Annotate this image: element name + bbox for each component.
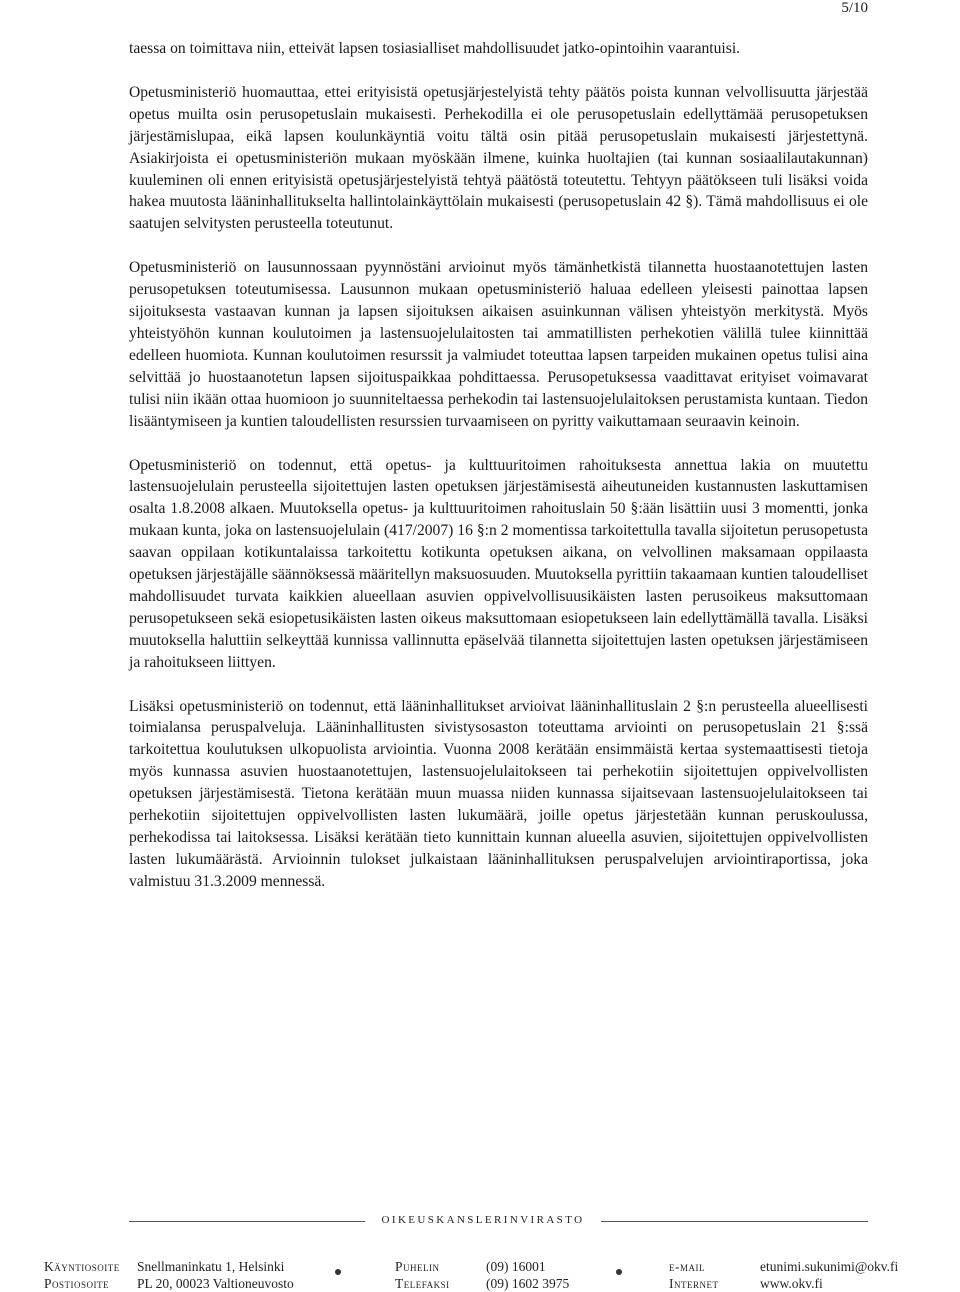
footer-phone-values xyxy=(486,1258,569,1292)
postal-address-value: PL 20, 00023 Valtioneuvosto xyxy=(137,1276,294,1291)
visit-address-value: Snellmaninkatu 1, Helsinki xyxy=(137,1259,285,1274)
fax-label: Telefaksi xyxy=(395,1276,450,1291)
footer-address-values xyxy=(137,1258,294,1292)
page-number: 5/10 xyxy=(841,0,868,16)
document-body xyxy=(129,38,868,915)
email-value: etunimi.sukunimi@okv.fi xyxy=(760,1259,899,1274)
paragraph: Lisäksi opetusministeriö on todennut, että lääninhallitukset arvioivat lääninhallituslain 2 §:n perusteella alueellisesti toimialansa peruspalveluja. Lääninhallitusten sivistysosaston toteuttama arviointi on perusopetuslain 21 §:ssä tarkoitettua koulutuksen ulkopuolista arviointia. Vuonna 2008 kerätään ensimmäistä kertaa systemaattisesti tietoja myös kunnassa asuvien huostaanotettujen, lastensuojelulaitokseen tai perhekotiin sijoitettujen oppivelvollisten opetuksen järjestämisestä. Tietona kerätään muun muassa niiden kunnassa sijaitsevaan lastensuojelulaitokseen tai perhekotiin sijoitettujen oppivelvollisten lasten lukumäärä, joille opetus järjestetään kunnan peruskoulussa, perhekodissa tai laitoksessa. Lisäksi kerätään tieto kunnittain kunnan alueella asuvien, sijoitettujen oppivelvollisten lasten lukumäärästä. Arvioinnin tulokset julkaistaan lääninhallituksen peruspalvelujen arviointiraportissa, joka valmistuu 31.3.2009 mennessä. xyxy=(129,697,868,890)
footer-web-labels xyxy=(669,1258,719,1292)
fax-value: (09) 1602 3975 xyxy=(486,1276,570,1291)
footer-rule-left xyxy=(129,1221,365,1222)
footer-separator-dot xyxy=(616,1269,622,1275)
paragraph: Opetusministeriö huomauttaa, ettei erityisistä opetusjärjestelyistä tehty päätös poista kunnan velvollisuutta järjestää opetus muilta osin perusopetuslain mukaisesti. Perhekodilla ei ole perusopetuslain edellyttämää perusopetuksen järjestämislupaa, eikä lapsen koulunkäyntiä voitu tältä osin pitää perusopetuslain mukaisesti järjestettynä. Asiakirjoista ei opetusministeriön mukaan myöskään ilmene, kuinka huoltajien (tai kunnan sosiaalilautakunnan) kuuleminen oli ennen erityisistä opetusjärjestelyistä tehtyä päätöstä toteutettu. Tehtyyn päätökseen tuli lisäksi voida hakea muutosta lääninhallitukselta hallintolainkäyttölain mukaisesti (perusopetuslain 42 §). Tämä mahdollisuus ei ole saatujen selvitysten perusteella toteutunut. xyxy=(129,83,868,233)
web-value: www.okv.fi xyxy=(760,1276,823,1291)
phone-value: (09) 16001 xyxy=(486,1259,546,1274)
visit-address-label: Käyntiosoite xyxy=(44,1259,120,1274)
web-label: Internet xyxy=(669,1276,719,1291)
footer-separator-dot xyxy=(335,1269,341,1275)
footer-address-labels xyxy=(44,1258,120,1292)
footer-web-values xyxy=(760,1258,898,1292)
postal-address-label: Postiosoite xyxy=(44,1276,110,1291)
email-label: e-mail xyxy=(669,1259,705,1274)
phone-label: Puhelin xyxy=(395,1259,440,1274)
footer-rule-right xyxy=(601,1221,868,1222)
footer-phone-labels xyxy=(395,1258,450,1292)
paragraph: taessa on toimittava niin, etteivät lapsen tosiasialliset mahdollisuudet jatko-opintoihin vaarantuisi. xyxy=(129,40,741,57)
paragraph: Opetusministeriö on lausunnossaan pyynnöstäni arvioinut myös tämänhetkistä tilannetta huostaanotettujen lasten perusopetuksen toteutumisessa. Lausunnon mukaan opetusministeriö haluaa edelleen yleisesti painottaa lapsen sijoituksesta vastaavan kunnan ja lapsen sijoituksen aikaisen asuinkunnan välisen yhteistyön merkitystä. Myös yhteistyöhön kunnan koulutoimen ja lastensuojelulaitosten tai ammatillisten perhekotien välillä tulee kiinnittää edelleen huomiota. Kunnan koulutoimen resurssit ja valmiudet toteuttaa lapsen tarpeiden mukainen opetus tulisi aina selvittää jo huostaanotetun lapsen sijoituspaikkaa pohdittaessa. Perusopetuksessa vaadittavat erityiset voimavarat tulisi niin ikään ottaa huomioon jo suunniteltaessa perhekodin tai lastensuojelulaitoksen perustamista kuntaan. Tiedon lisääntymiseen ja kuntien taloudellisten resurssien turvaamiseen on pyritty vaikuttamaan seuraavin keinoin. xyxy=(129,259,868,430)
paragraph: Opetusministeriö on todennut, että opetus- ja kulttuuritoimen rahoituksesta annettua lakia on muutettu lastensuojelulain perusteella sijoitettujen lasten opetuksen järjestämisestä aiheutuneiden kustannusten laskuttamisen osalta 1.8.2008 alkaen. Muutoksella opetus- ja kulttuuritoimen rahoituslain 50 §:ään lisättiin uusi 3 momentti, jonka mukaan kunta, joka on lastensuojelulain (417/2007) 16 §:n 2 momentissa tarkoitettulla tavalla sijoitetun perusopetusta saavan oppilaan kotikuntalaissa tarkoitettu kotikunta opetuksen aikana, on velvollinen maksamaan oppilaasta opetuksen järjestäjälle säännöksessä määritellyn maksuosuuden. Muutoksella pyrittiin takaamaan kuntien taloudelliset mahdollisuudet turvata kaikkien alueellaan asuvien oppivelvollisuusikäisten lasten perusoikeus maksuttomaan perusopetukseen sekä esiopetusikäisten lasten oikeus maksuttomaan esiopetukseen lain edellyttämällä tavalla. Lisäksi muutoksella haluttiin selkeyttää kunnissa vallinnutta epäselvää tilannetta sijoitettujen lasten opetuksen järjestämiseen ja rahoitukseen liittyen. xyxy=(129,456,868,671)
footer-brand: OIKEUSKANSLERINVIRASTO xyxy=(381,1214,585,1226)
